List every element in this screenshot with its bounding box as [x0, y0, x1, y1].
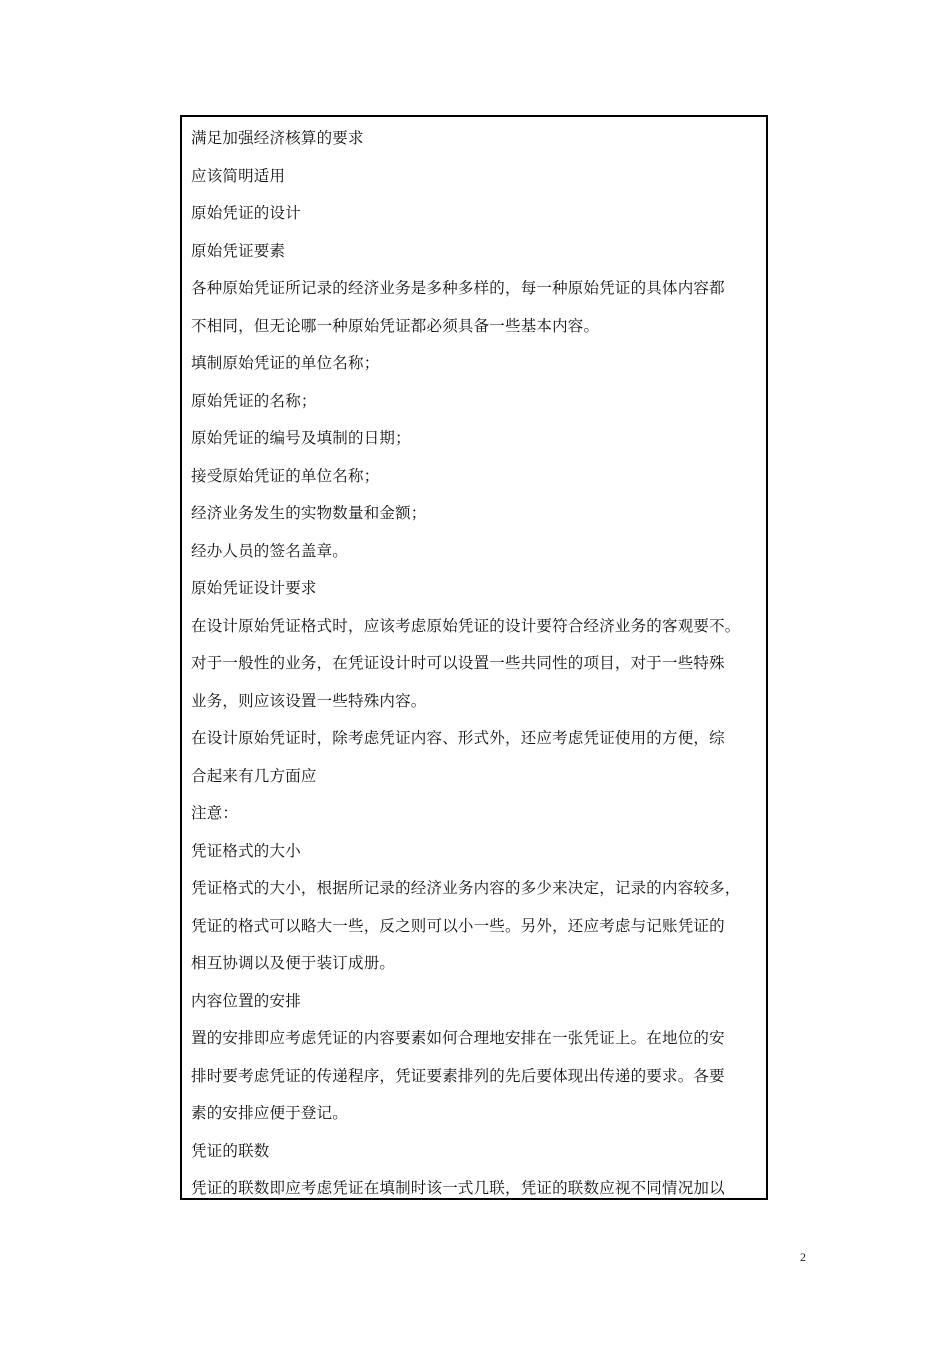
text-line: 满足加强经济核算的要求 — [191, 129, 364, 147]
text-line: 注意： — [191, 804, 239, 822]
text-line: 素的安排应便于登记。 — [191, 1104, 349, 1122]
text-line: 在设计原始凭证时，除考虑凭证内容、形式外，还应考虑凭证使用的方便，综 — [191, 729, 725, 747]
text-line: 对于一般性的业务，在凭证设计时可以设置一些共同性的项目，对于一些特殊 — [191, 654, 725, 672]
text-line: 合起来有几方面应 — [191, 766, 317, 785]
text-line: 原始凭证的名称； — [191, 391, 317, 410]
text-line: 接受原始凭证的单位名称； — [191, 466, 380, 485]
text-line: 不相同，但无论哪一种原始凭证都必须具备一些基本内容。 — [191, 316, 600, 335]
text-line: 填制原始凭证的单位名称； — [191, 354, 380, 372]
text-line: 排时要考虑凭证的传递程序，凭证要素排列的先后要体现出传递的要求。各要 — [191, 1066, 725, 1085]
text-line: 凭证的格式可以略大一些，反之则可以小一些。另外，还应考虑与记账凭证的 — [191, 916, 725, 935]
text-line: 内容位置的安排 — [191, 991, 301, 1010]
text-line: 凭证格式的大小，根据所记录的经济业务内容的多少来决定，记录的内容较多， — [191, 879, 741, 897]
content-frame — [180, 115, 768, 1200]
text-line: 相互协调以及便于装订成册。 — [191, 954, 396, 972]
text-line: 置的安排即应考虑凭证的内容要素如何合理地安排在一张凭证上。在地位的安 — [191, 1029, 725, 1047]
text-line: 原始凭证的编号及填制的日期； — [191, 429, 411, 447]
page-number: 2 — [800, 1250, 806, 1264]
text-line: 凭证的联数 — [191, 1141, 270, 1160]
text-line: 业务，则应该设置一些特殊内容。 — [191, 691, 427, 710]
text-line: 凭证的联数即应考虑凭证在填制时该一式几联，凭证的联数应视不同情况加以 — [191, 1179, 725, 1197]
text-line: 原始凭证的设计 — [191, 204, 301, 222]
text-line: 在设计原始凭证格式时，应该考虑原始凭证的设计要符合经济业务的客观要不。 — [191, 616, 741, 635]
text-line: 各种原始凭证所记录的经济业务是多种多样的，每一种原始凭证的具体内容都 — [191, 279, 725, 297]
text-line: 应该简明适用 — [191, 166, 286, 185]
text-line: 经济业务发生的实物数量和金额； — [191, 504, 427, 522]
text-line: 凭证格式的大小 — [191, 841, 301, 860]
text-line: 经办人员的签名盖章。 — [191, 541, 349, 560]
text-line: 原始凭证要素 — [191, 241, 286, 260]
text-line: 原始凭证设计要求 — [191, 579, 317, 597]
